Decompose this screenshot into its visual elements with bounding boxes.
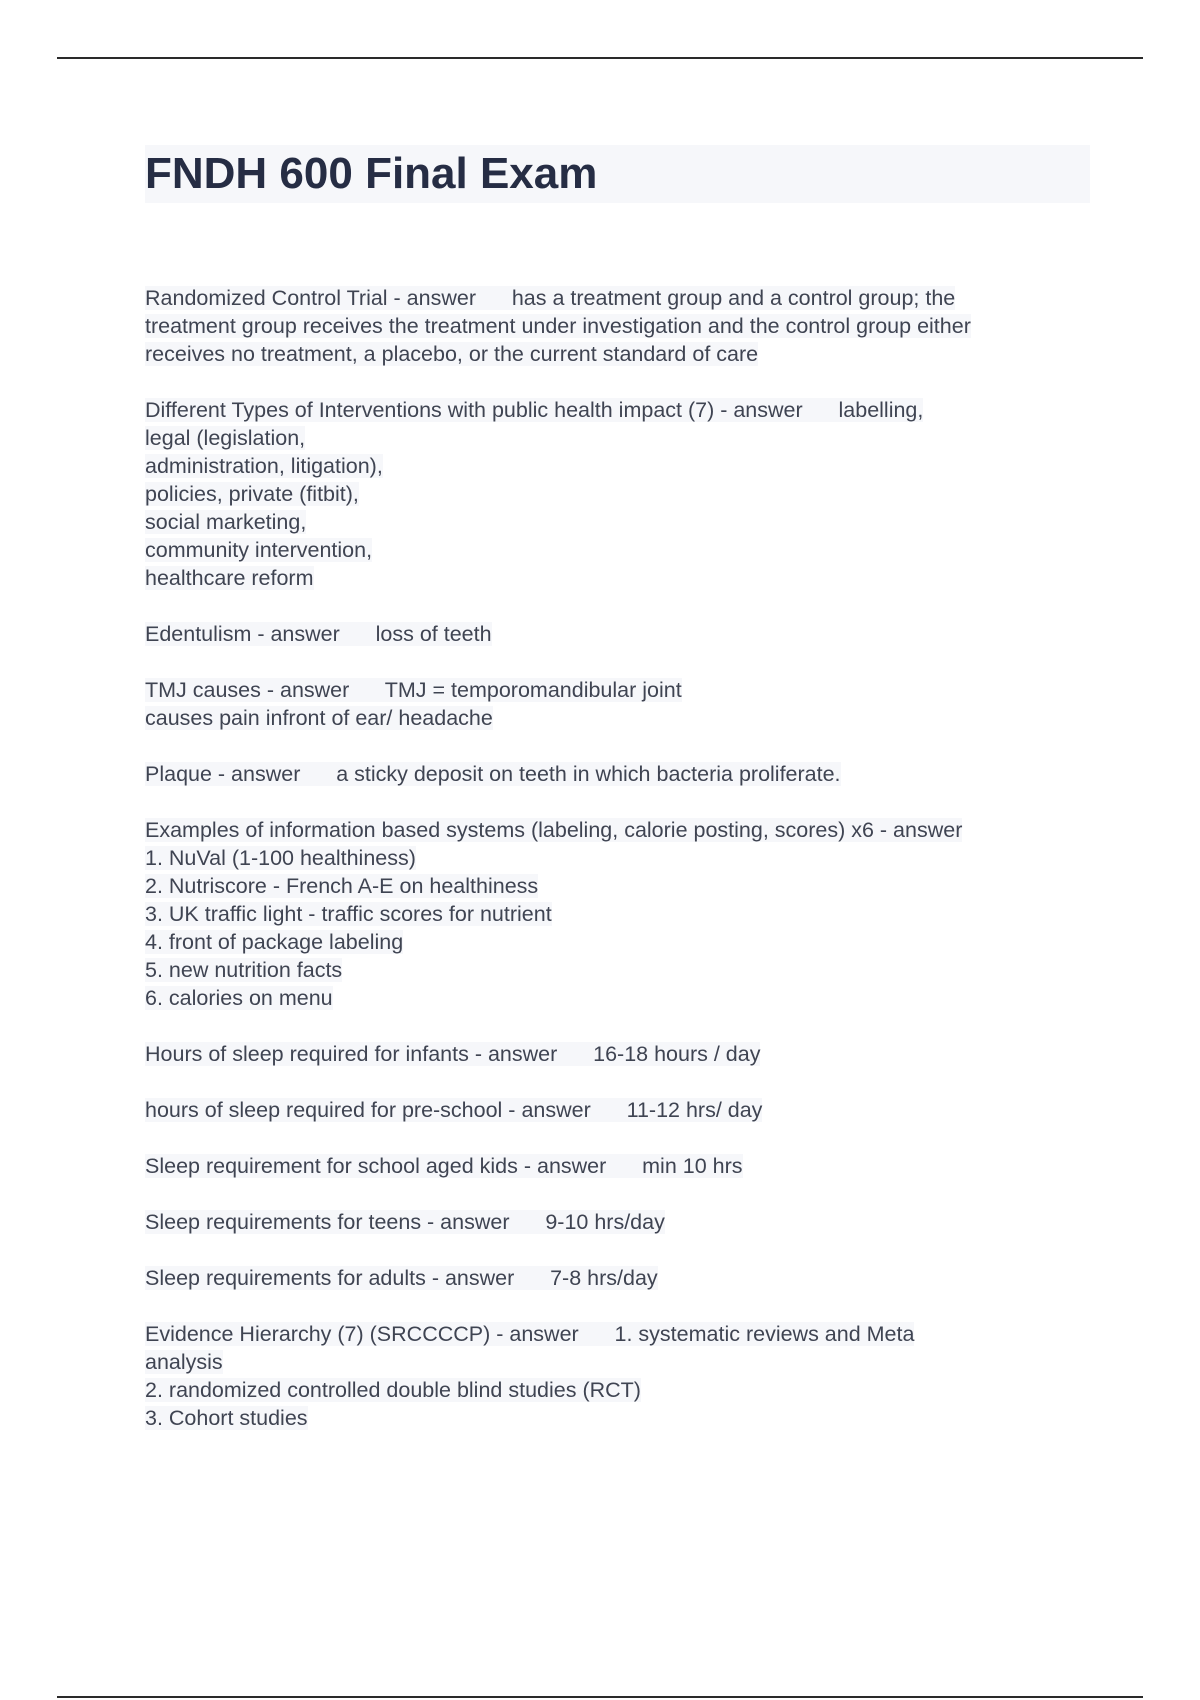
card-line: administration, litigation),: [145, 454, 383, 478]
bottom-rule: [57, 1696, 1143, 1698]
card-line: legal (legislation,: [145, 426, 306, 450]
card-line: 2. randomized controlled double blind studies (RCT): [145, 1378, 641, 1402]
card-line: Sleep requirement for school aged kids - answer min 10 hrs: [145, 1154, 743, 1178]
card-line: hours of sleep required for pre-school - answer 11-12 hrs/ day: [145, 1098, 763, 1122]
card-line: Sleep requirements for adults - answer 7-8 hrs/day: [145, 1266, 658, 1290]
card-line: Examples of information based systems (labeling, calorie posting, scores) x6 - answer: [145, 818, 963, 842]
title-block: [145, 145, 1090, 203]
card-line: 2. Nutriscore - French A-E on healthiness: [145, 874, 539, 898]
card-line: healthcare reform: [145, 566, 314, 590]
flashcard: [145, 396, 1090, 592]
card-line: social marketing,: [145, 510, 307, 534]
card-line: Different Types of Interventions with public health impact (7) - answer labelling,: [145, 398, 924, 422]
card-line: Hours of sleep required for infants - answer 16-18 hours / day: [145, 1042, 761, 1066]
flashcard-list: [145, 284, 1090, 1460]
card-line: Edentulism - answer loss of teeth: [145, 622, 492, 646]
card-line: treatment group receives the treatment under investigation and the control group either: [145, 314, 971, 338]
flashcard: [145, 1040, 1090, 1068]
card-line: Plaque - answer a sticky deposit on teeth in which bacteria proliferate.: [145, 762, 841, 786]
flashcard: [145, 1152, 1090, 1180]
card-line: community intervention,: [145, 538, 373, 562]
card-line: 4. front of package labeling: [145, 930, 404, 954]
flashcard: [145, 1320, 1090, 1432]
flashcard: [145, 816, 1090, 1012]
card-line: 6. calories on menu: [145, 986, 333, 1010]
card-line: 3. Cohort studies: [145, 1406, 308, 1430]
flashcard: [145, 284, 1090, 368]
card-line: receives no treatment, a placebo, or the current standard of care: [145, 342, 759, 366]
card-line: Randomized Control Trial - answer has a treatment group and a control group; the: [145, 286, 956, 310]
card-line: 1. NuVal (1-100 healthiness): [145, 846, 416, 870]
card-line: Sleep requirements for teens - answer 9-10 hrs/day: [145, 1210, 665, 1234]
flashcard: [145, 760, 1090, 788]
card-line: causes pain infront of ear/ headache: [145, 706, 493, 730]
card-line: policies, private (fitbit),: [145, 482, 359, 506]
card-line: 3. UK traffic light - traffic scores for nutrient: [145, 902, 552, 926]
flashcard: [145, 676, 1090, 732]
card-line: Evidence Hierarchy (7) (SRCCCCP) - answer 1. systematic reviews and Meta: [145, 1322, 915, 1346]
top-rule: [57, 57, 1143, 59]
flashcard: [145, 1096, 1090, 1124]
flashcard: [145, 1264, 1090, 1292]
flashcard: [145, 620, 1090, 648]
card-line: 5. new nutrition facts: [145, 958, 343, 982]
page-title: FNDH 600 Final Exam: [145, 149, 598, 198]
card-line: TMJ causes - answer TMJ = temporomandibular joint: [145, 678, 682, 702]
card-line: analysis: [145, 1350, 223, 1374]
flashcard: [145, 1208, 1090, 1236]
